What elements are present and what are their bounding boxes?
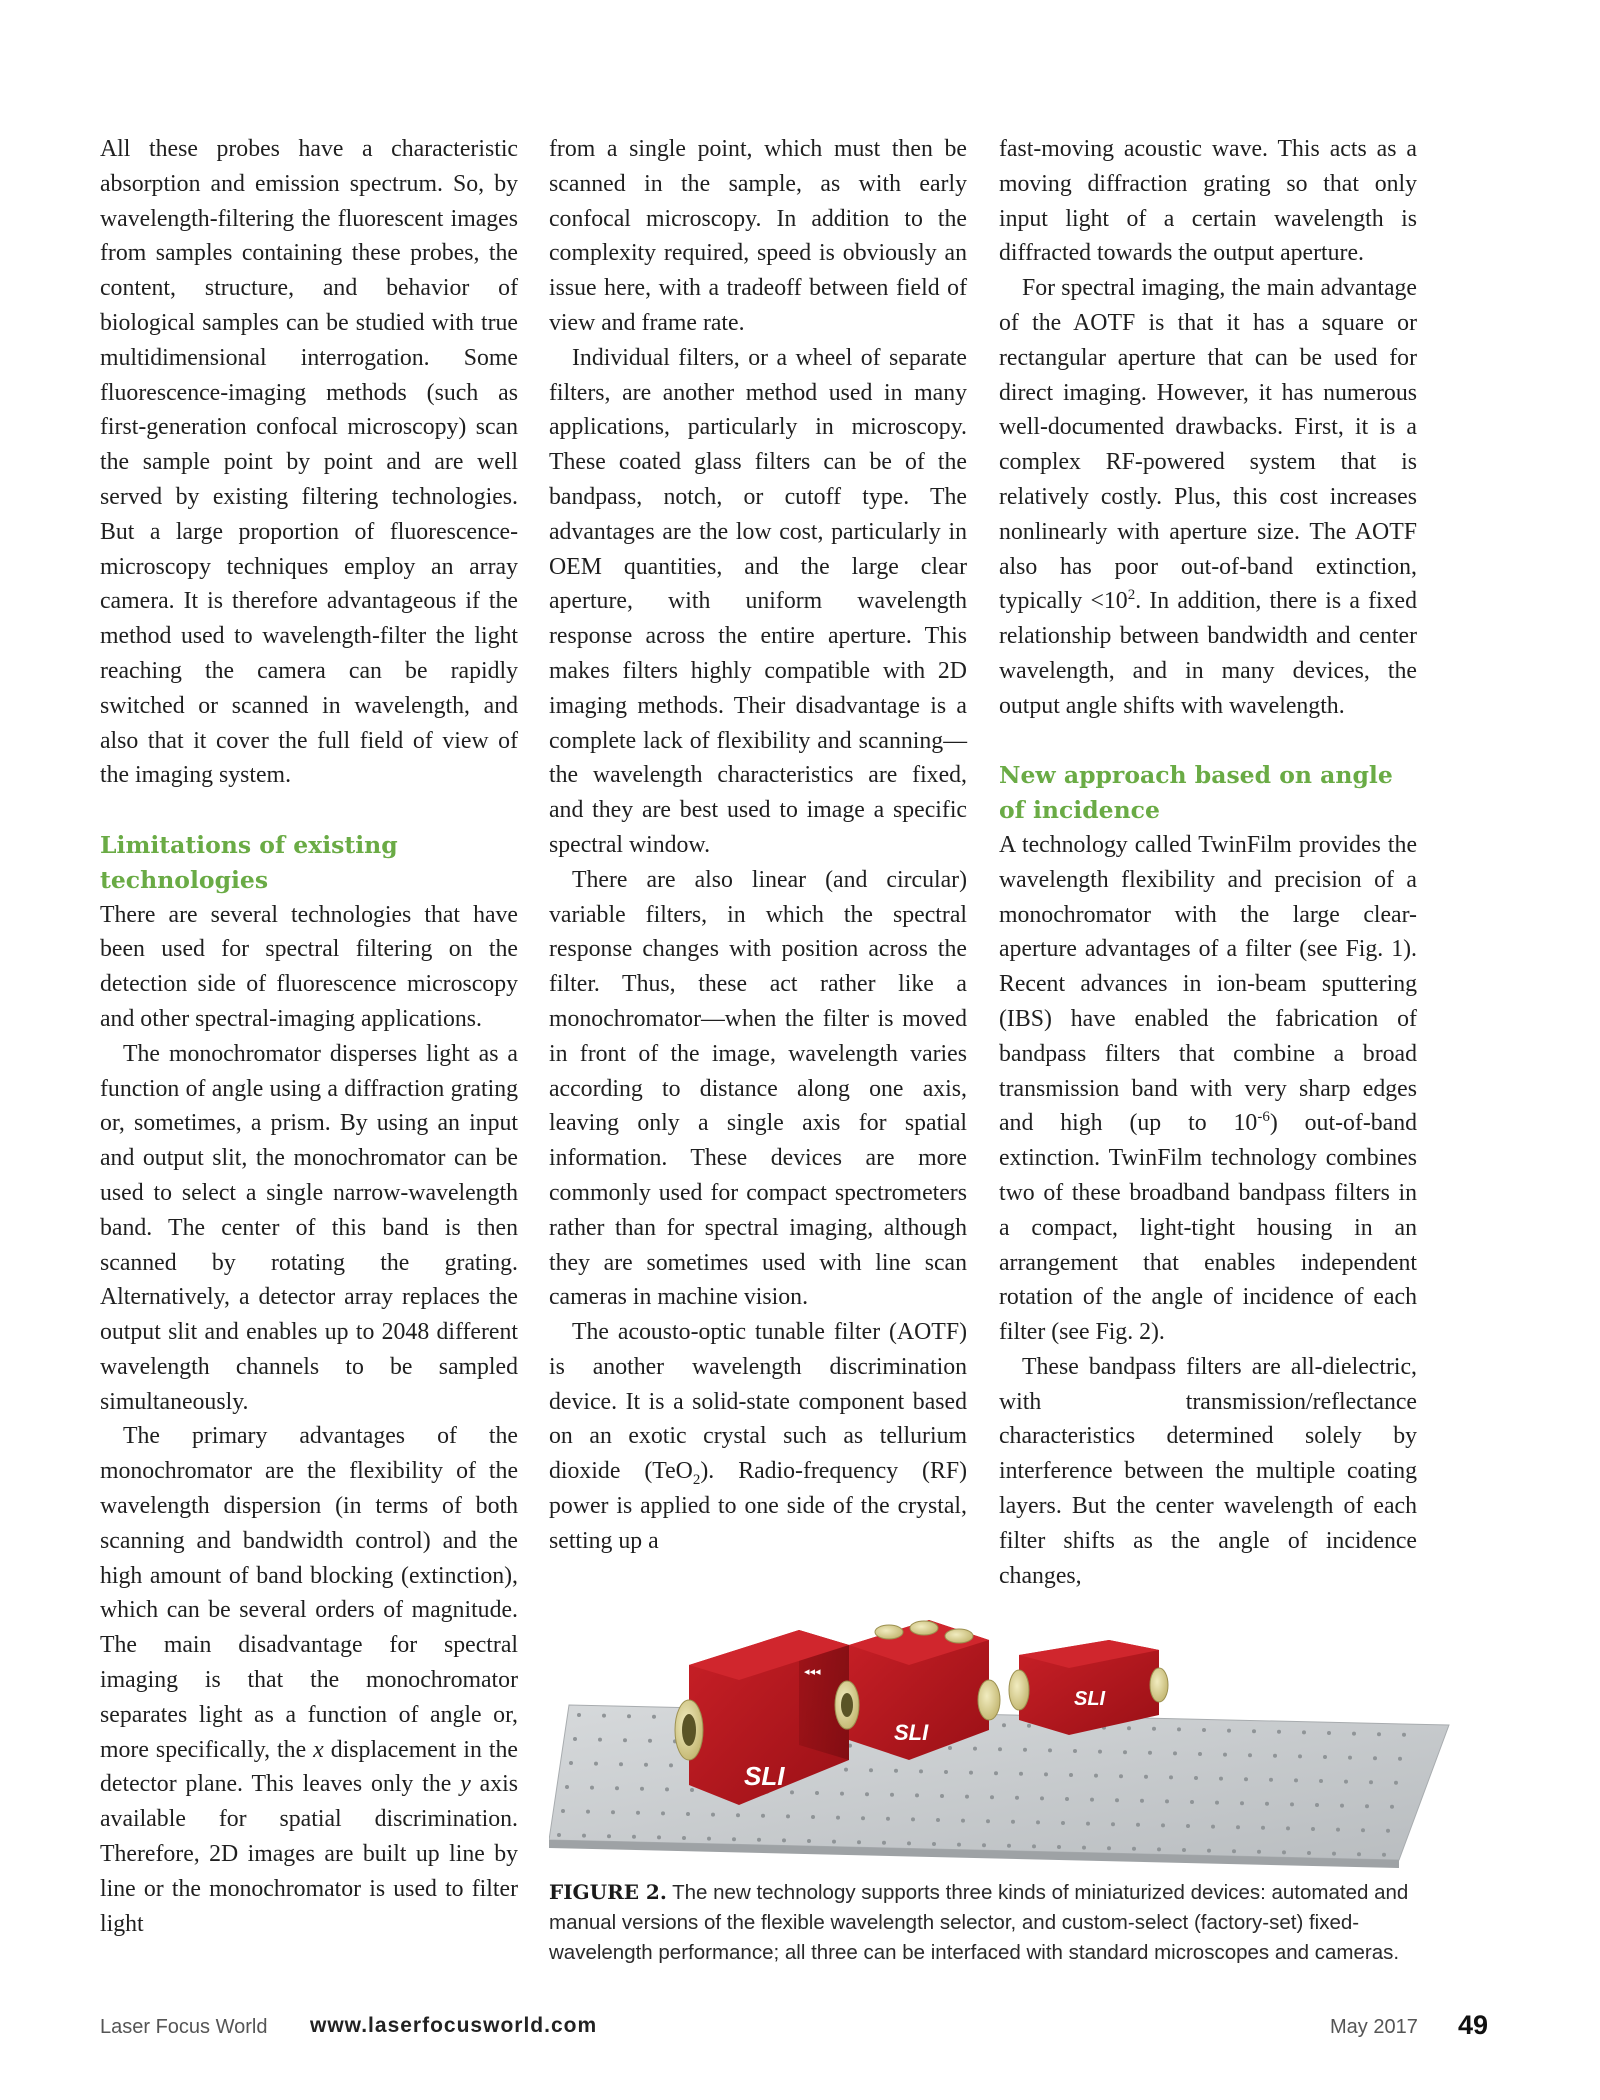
breadboard-hole: [961, 1819, 965, 1823]
breadboard-hole: [652, 1715, 656, 1719]
body-paragraph: fast-moving acoustic wave. This acts as a moving diffraction grating so that only input light of a certain wavelength is diffracted towards the output aperture.: [999, 136, 1417, 267]
body-paragraph: For spectral imaging, the main advantage of the AOTF is that it has a square or rectangular aperture that can be used for direct imaging. However, it has numerous well-documented drawbacks. First, it is a complex RF-powered system that is relatively costly. Plus, this cost increases nonlinearly with aperture size. The AOTF also has poor out-of-band extinction, typically $<10^2$. In addition, there is a fixed relationship between bandwidth and center wavelength, and in many devices, the output angle shifts with wavelength.: [999, 275, 1417, 719]
breadboard-hole: [894, 1769, 898, 1773]
text-column-3: [999, 132, 1417, 1593]
breadboard-hole: [1361, 1828, 1365, 1832]
breadboard-hole: [1027, 1724, 1031, 1728]
device-1-logo: SLI: [744, 1761, 785, 1791]
magazine-name: Laser Focus World: [100, 2016, 268, 2038]
breadboard-hole: [648, 1739, 652, 1743]
body-paragraph: The acousto-optic tunable filter (AOTF) is another wavelength discrimination device. It is a solid-state component based on an exotic crystal such as tellurium dioxide (TeO$_2$). Radio-frequency (RF) power is applied to one side of the crystal, setting up a: [549, 1319, 967, 1554]
breadboard-hole: [1169, 1775, 1173, 1779]
breadboard-hole: [1202, 1728, 1206, 1732]
breadboard-hole: [1298, 1754, 1302, 1758]
breadboard-hole: [1207, 1849, 1211, 1853]
breadboard-hole: [1157, 1847, 1161, 1851]
section-gap: [100, 793, 518, 828]
breadboard-hole: [1215, 1801, 1219, 1805]
breadboard-hole: [1240, 1801, 1244, 1805]
section-gap: [999, 724, 1417, 759]
breadboard-hole: [1040, 1796, 1044, 1800]
breadboard-hole: [644, 1763, 648, 1767]
breadboard-hole: [1307, 1851, 1311, 1855]
text-column-1: [100, 132, 518, 1941]
breadboard-hole: [1048, 1748, 1052, 1752]
breadboard-hole: [1061, 1821, 1065, 1825]
breadboard-hole: [1244, 1777, 1248, 1781]
breadboard-hole: [807, 1839, 811, 1843]
breadboard-hole: [1136, 1823, 1140, 1827]
breadboard-hole: [1265, 1802, 1269, 1806]
breadboard-hole: [1161, 1823, 1165, 1827]
breadboard-hole: [1107, 1846, 1111, 1850]
breadboard-hole: [669, 1763, 673, 1767]
breadboard-hole: [761, 1814, 765, 1818]
breadboard-hole: [1323, 1755, 1327, 1759]
breadboard-hole: [1190, 1800, 1194, 1804]
breadboard-hole: [1186, 1824, 1190, 1828]
section-heading: Limitations of existing technologies: [100, 830, 398, 894]
breadboard-hole: [915, 1793, 919, 1797]
breadboard-hole: [815, 1791, 819, 1795]
breadboard-hole: [1090, 1798, 1094, 1802]
text-column-2: [549, 132, 967, 1559]
breadboard-hole: [1057, 1845, 1061, 1849]
breadboard-hole: [965, 1795, 969, 1799]
breadboard-hole: [632, 1835, 636, 1839]
breadboard-hole: [1282, 1850, 1286, 1854]
breadboard-hole: [1082, 1846, 1086, 1850]
breadboard-hole: [944, 1770, 948, 1774]
breadboard-hole: [948, 1746, 952, 1750]
breadboard-hole: [1286, 1826, 1290, 1830]
breadboard-hole: [782, 1838, 786, 1842]
breadboard-hole: [1032, 1844, 1036, 1848]
breadboard-hole: [1194, 1776, 1198, 1780]
breadboard-hole: [1177, 1727, 1181, 1731]
body-paragraph: All these probes have a characteristic absorption and emission spectrum. So, by wavelength-filtering the fluorescent images from samples containing these probes, the content, structure, and behavior of biological samples can be studied with true multidimensional interrogation. Some fluorescence-imaging methods (such as first-generation confocal microscopy) scan the sample point by point and are well served by existing filtering technologies. But a large proportion of fluorescence-microscopy techniques employ an array camera. It is therefore advantageous if the method used to wavelength-filter the light reaching the camera can be rapidly switched or scanned in wavelength, and also that it cover the full field of view of the imaging system.: [100, 136, 518, 789]
breadboard-hole: [865, 1792, 869, 1796]
breadboard-hole: [832, 1840, 836, 1844]
breadboard-hole: [1232, 1849, 1236, 1853]
breadboard-hole: [836, 1816, 840, 1820]
breadboard-hole: [1373, 1756, 1377, 1760]
breadboard-hole: [1140, 1799, 1144, 1803]
breadboard-hole: [1173, 1751, 1177, 1755]
breadboard-hole: [1332, 1852, 1336, 1856]
breadboard-hole: [1073, 1749, 1077, 1753]
figure-caption-text: The new technology supports three kinds of miniaturized devices: automated and manual versions of the flexible wavelength selector, and custom-select (factory-set) fixed-wavelength performance; all three can be interfaced with standard microscopes and cameras.: [549, 1881, 1409, 1964]
breadboard-hole: [1340, 1804, 1344, 1808]
breadboard-hole: [1123, 1750, 1127, 1754]
breadboard-hole: [1336, 1828, 1340, 1832]
breadboard-hole: [1377, 1732, 1381, 1736]
body-paragraph: These bandpass filters are all-dielectric, with transmission/reflectance characteristics determined solely by interference between the multiple coating layers. But the center wavelength of each filter shifts as the angle of incidence changes,: [999, 1353, 1417, 1589]
issue-date: May 2017: [1330, 2016, 1418, 2038]
breadboard-hole: [1273, 1754, 1277, 1758]
breadboard-hole: [990, 1795, 994, 1799]
breadboard-hole: [1015, 1796, 1019, 1800]
breadboard-hole: [665, 1787, 669, 1791]
breadboard-hole: [619, 1762, 623, 1766]
body-paragraph: The primary advantages of the monochromator are the flexibility of the wavelength dispersion (in terms of both scanning and bandwidth control) and the high amount of band blocking (extinction), which can be several orders of magnitude. The main disadvantage for spectral imaging is that the monochromator separates light as a function of angle or, more specifically, the x displacement in the detector plane. This leaves only the y axis available for spatial discrimination. Therefore, 2D images are built up line by line or the monochromator is used to filter light: [100, 1423, 518, 1937]
breadboard-hole: [911, 1817, 915, 1821]
breadboard-hole: [1390, 1805, 1394, 1809]
breadboard-hole: [986, 1819, 990, 1823]
breadboard-hole: [657, 1835, 661, 1839]
body-paragraph: A technology called TwinFilm provides the wavelength flexibility and precision of a monochromator with the large clear-aperture advantages of a filter (see Fig. 1). Recent advances in ion-beam sputtering (IBS) have enabled the fabrication of bandpass filters that combine a broad transmission band with very sharp edges and high (up to $10^{-6}$) out-of-band extinction. TwinFilm technology combines two of these broadband bandpass filters in a compact, light-tight housing in an arrangement that enables independent rotation of the angle of incidence of each filter (see Fig. 2).: [999, 831, 1417, 1346]
breadboard-hole: [661, 1811, 665, 1815]
breadboard-hole: [1144, 1775, 1148, 1779]
breadboard-hole: [1398, 1757, 1402, 1761]
breadboard-hole: [1394, 1781, 1398, 1785]
body-paragraph: from a single point, which must then be scanned in the sample, as with early confocal microscopy. In addition to the complexity required, speed is obviously an issue here, with a tradeoff between field of view and frame rate.: [549, 136, 967, 336]
breadboard-hole: [890, 1793, 894, 1797]
breadboard-hole: [811, 1815, 815, 1819]
breadboard-hole: [682, 1836, 686, 1840]
breadboard-hole: [1152, 1727, 1156, 1731]
breadboard-hole: [1290, 1802, 1294, 1806]
breadboard-hole: [1352, 1732, 1356, 1736]
breadboard-hole: [640, 1787, 644, 1791]
breadboard-hole: [615, 1786, 619, 1790]
body-paragraph: There are several technologies that have been used for spectral filtering on the detection side of fluorescence microscopy and other spectral-imaging applications.: [100, 901, 518, 1032]
breadboard-hole: [686, 1812, 690, 1816]
breadboard-hole: [1344, 1780, 1348, 1784]
breadboard-hole: [1219, 1777, 1223, 1781]
breadboard-hole: [611, 1810, 615, 1814]
breadboard-hole: [569, 1761, 573, 1765]
breadboard-hole: [607, 1834, 611, 1838]
breadboard-hole: [1277, 1730, 1281, 1734]
breadboard-hole: [1086, 1822, 1090, 1826]
breadboard-hole: [998, 1747, 1002, 1751]
breadboard-hole: [1365, 1804, 1369, 1808]
breadboard-hole: [1115, 1798, 1119, 1802]
section-heading: New approach based on angle of incidence: [999, 761, 1393, 825]
breadboard-hole: [1127, 1726, 1131, 1730]
breadboard-hole: [711, 1813, 715, 1817]
breadboard-hole: [561, 1809, 565, 1813]
breadboard-hole: [936, 1818, 940, 1822]
breadboard-hole: [1044, 1772, 1048, 1776]
breadboard-hole: [844, 1768, 848, 1772]
breadboard-hole: [757, 1838, 761, 1842]
page-footer: [100, 2010, 1500, 2046]
breadboard-hole: [1007, 1844, 1011, 1848]
breadboard-hole: [1319, 1779, 1323, 1783]
breadboard-hole: [1311, 1827, 1315, 1831]
breadboard-hole: [577, 1713, 581, 1717]
breadboard-hole: [732, 1837, 736, 1841]
breadboard-hole: [1065, 1797, 1069, 1801]
breadboard-hole: [1211, 1825, 1215, 1829]
breadboard-hole: [1111, 1822, 1115, 1826]
breadboard-hole: [932, 1842, 936, 1846]
breadboard-hole: [1148, 1751, 1152, 1755]
breadboard-hole: [1261, 1826, 1265, 1830]
breadboard-hole: [707, 1837, 711, 1841]
figure-2-photo: [549, 1610, 1469, 1870]
breadboard-hole: [598, 1738, 602, 1742]
breadboard-hole: [1382, 1853, 1386, 1857]
breadboard-hole: [869, 1768, 873, 1772]
breadboard-hole: [1002, 1723, 1006, 1727]
breadboard-hole: [627, 1714, 631, 1718]
breadboard-hole: [1269, 1778, 1273, 1782]
breadboard-hole: [973, 1747, 977, 1751]
breadboard-hole: [1165, 1799, 1169, 1803]
breadboard-hole: [1098, 1750, 1102, 1754]
breadboard-hole: [602, 1714, 606, 1718]
breadboard-hole: [1223, 1753, 1227, 1757]
breadboard-hole: [1069, 1773, 1073, 1777]
breadboard-hole: [1327, 1731, 1331, 1735]
breadboard-hole: [982, 1843, 986, 1847]
body-paragraph: There are also linear (and circular) variable filters, in which the spectral response changes with position across the filter. Thus, these act rather like a monochromator—when the filter is moved in front of the image, wavelength varies according to distance along one axis, leaving only a single axis for spatial information. These devices are more commonly used for compact spectrometers rather than for spectral imaging, although they are sometimes used with line scan cameras in machine vision.: [549, 866, 967, 1311]
breadboard-hole: [590, 1786, 594, 1790]
website-url[interactable]: www.laserfocusworld.com: [310, 2014, 598, 2037]
breadboard-hole: [623, 1738, 627, 1742]
breadboard-hole: [1369, 1780, 1373, 1784]
page-number: 49: [1458, 2010, 1489, 2040]
breadboard-hole: [1252, 1729, 1256, 1733]
breadboard-hole: [857, 1840, 861, 1844]
breadboard-hole: [1357, 1852, 1361, 1856]
device-2-logo: SLI: [894, 1720, 929, 1745]
breadboard-hole: [940, 1794, 944, 1798]
breadboard-hole: [1257, 1850, 1261, 1854]
breadboard-hole: [586, 1810, 590, 1814]
breadboard-hole: [1094, 1774, 1098, 1778]
breadboard-hole: [1019, 1772, 1023, 1776]
breadboard-hole: [907, 1841, 911, 1845]
device-3-logo: SLI: [1074, 1688, 1106, 1710]
breadboard-hole: [1402, 1733, 1406, 1737]
body-paragraph: Individual filters, or a wheel of separate filters, are another method used in many applications, particularly in microscopy. These coated glass filters can be of the bandpass, notch, or cutoff type. The advantages are the low cost, particularly in OEM quantities, and the large clear aperture, with uniform wavelength response across the entire aperture. This makes filters highly compatible with 2D imaging methods. Their disadvantage is a complete lack of flexibility and scanning—the wavelength characteristics are fixed, and they are best used to image a specific spectral window.: [549, 344, 967, 858]
breadboard-hole: [1348, 1756, 1352, 1760]
breadboard-hole: [969, 1771, 973, 1775]
breadboard-hole: [594, 1762, 598, 1766]
breadboard-hole: [636, 1811, 640, 1815]
breadboard-hole: [1386, 1829, 1390, 1833]
breadboard-hole: [690, 1788, 694, 1792]
breadboard-hole: [919, 1769, 923, 1773]
breadboard-hole: [1198, 1752, 1202, 1756]
breadboard-hole: [557, 1833, 561, 1837]
breadboard-hole: [1227, 1729, 1231, 1733]
breadboard-hole: [840, 1792, 844, 1796]
breadboard-hole: [957, 1843, 961, 1847]
breadboard-hole: [1023, 1748, 1027, 1752]
figure-caption: [549, 1877, 1419, 1968]
breadboard-hole: [790, 1790, 794, 1794]
breadboard-hole: [1011, 1820, 1015, 1824]
breadboard-hole: [1236, 1825, 1240, 1829]
breadboard-hole: [1036, 1820, 1040, 1824]
breadboard-hole: [1302, 1730, 1306, 1734]
breadboard-hole: [1182, 1848, 1186, 1852]
breadboard-hole: [1315, 1803, 1319, 1807]
breadboard-hole: [861, 1816, 865, 1820]
breadboard-hole: [1119, 1774, 1123, 1778]
figure-label: FIGURE 2.: [549, 1880, 667, 1904]
breadboard-hole: [886, 1817, 890, 1821]
breadboard-hole: [882, 1841, 886, 1845]
svg-text:◂◂◂: ◂◂◂: [804, 1665, 821, 1678]
breadboard-hole: [1132, 1847, 1136, 1851]
breadboard-hole: [1248, 1753, 1252, 1757]
breadboard-hole: [582, 1834, 586, 1838]
breadboard-hole: [573, 1737, 577, 1741]
breadboard-hole: [736, 1813, 740, 1817]
breadboard-hole: [994, 1771, 998, 1775]
body-paragraph: The monochromator disperses light as a function of angle using a diffraction grating or, sometimes, a prism. By using an input and output slit, the monochromator can be used to select a single narrow-wavelength band. The center of this band is then scanned by rotating the grating. Alternatively, a detector array replaces the output slit and enables up to 2048 different wavelength channels to be sampled simultaneously.: [100, 1040, 518, 1415]
breadboard-hole: [1294, 1778, 1298, 1782]
breadboard-hole: [786, 1814, 790, 1818]
breadboard-hole: [565, 1785, 569, 1789]
